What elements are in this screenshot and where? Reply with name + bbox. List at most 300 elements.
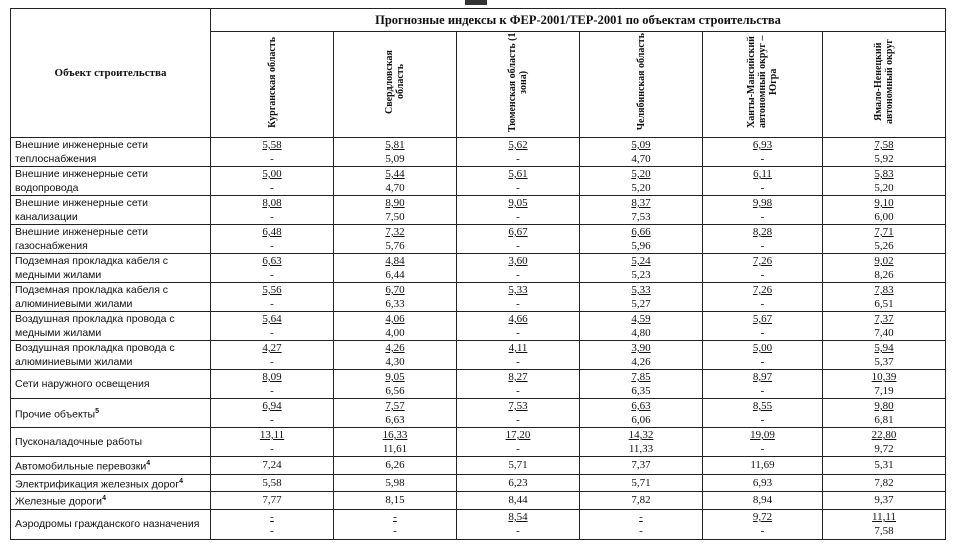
object-name-cell <box>11 225 211 254</box>
index-cell <box>823 399 946 428</box>
index-value-wrapper <box>334 225 456 239</box>
index-value-bottom: - <box>516 269 520 281</box>
index-value-bottom: 7,40 <box>874 327 894 339</box>
object-name: Аэродромы гражданского назначения <box>15 518 200 530</box>
index-value-bottom: - <box>270 443 274 455</box>
index-value-bottom: - <box>516 443 520 455</box>
index-cell <box>580 254 703 283</box>
index-value-bottom: 5,76 <box>385 240 405 252</box>
index-value-wrapper <box>823 399 945 413</box>
index-value-wrapper <box>211 225 333 239</box>
index-value-top: 3,60 <box>508 255 528 267</box>
footnote-marker: 4 <box>179 477 183 485</box>
index-value-top: 5,33 <box>631 284 651 296</box>
object-name: Подземная прокладка кабеля с медными жилами <box>15 255 169 281</box>
index-value-wrapper <box>703 167 822 181</box>
index-value-bottom: - <box>270 269 274 281</box>
index-cell <box>703 312 823 341</box>
index-cell <box>457 225 580 254</box>
index-value-wrapper <box>334 476 456 490</box>
index-value-wrapper <box>334 370 456 384</box>
object-name: Внешние инженерные сети водопровода <box>15 168 149 194</box>
index-value-wrapper <box>823 341 945 355</box>
index-value-top: 5,20 <box>631 168 651 180</box>
index-value-top: 7,83 <box>874 284 894 296</box>
index-cell <box>457 428 580 457</box>
index-cell <box>334 196 457 225</box>
index-cell <box>823 457 946 475</box>
index-value-wrapper <box>334 167 456 181</box>
index-value-wrapper <box>580 510 702 524</box>
index-cell <box>703 370 823 399</box>
index-cell <box>211 399 334 428</box>
index-value-top: 5,00 <box>262 168 282 180</box>
index-value-top: 9,98 <box>752 197 773 209</box>
index-cell <box>580 167 703 196</box>
index-cell <box>211 138 334 167</box>
region-label: Тюменская область (1 зона) <box>507 32 529 132</box>
index-cell <box>211 341 334 370</box>
index-cell <box>334 312 457 341</box>
object-name-cell <box>11 492 211 510</box>
index-value-top: 14,32 <box>628 429 654 441</box>
index-value-top: 7,71 <box>874 226 894 238</box>
index-value-bottom: - <box>270 240 274 252</box>
table-row <box>11 370 946 399</box>
index-value-bottom: 4,70 <box>631 153 651 165</box>
index-value-top: 16,33 <box>382 429 408 441</box>
index-value-wrapper <box>823 283 945 297</box>
index-value-wrapper <box>703 254 822 268</box>
index-value-top: - <box>270 511 274 523</box>
index-value-top: 8,90 <box>385 197 405 209</box>
index-value-wrapper <box>211 428 333 442</box>
index-value-wrapper <box>457 458 579 472</box>
index-value-wrapper <box>703 196 822 210</box>
index-cell <box>334 457 457 475</box>
index-value-bottom: - <box>270 211 274 223</box>
index-value-wrapper <box>457 476 579 490</box>
index-value-top: 8,09 <box>262 371 282 383</box>
index-cell <box>703 428 823 457</box>
index-value-top: 4,66 <box>508 313 528 325</box>
index-value-top: 3,90 <box>631 342 651 354</box>
index-value-wrapper <box>823 476 945 490</box>
table-row <box>11 492 946 510</box>
index-value-wrapper <box>211 167 333 181</box>
index-cell <box>211 370 334 399</box>
index-value-bottom: - <box>760 211 765 223</box>
index-value-bottom: 6,33 <box>385 298 405 310</box>
index-cell <box>703 509 823 539</box>
index-value-wrapper <box>703 476 822 490</box>
index-cell <box>703 254 823 283</box>
index-value-wrapper <box>823 312 945 326</box>
footnote-marker: 5 <box>95 407 99 415</box>
index-value-bottom: - <box>760 525 765 537</box>
object-name-cell <box>11 370 211 399</box>
index-value-wrapper <box>580 370 702 384</box>
index-value-bottom: - <box>760 356 765 368</box>
index-cell <box>580 370 703 399</box>
index-value-wrapper <box>334 493 456 507</box>
index-value-wrapper <box>823 428 945 442</box>
index-value-bottom: - <box>760 443 765 455</box>
index-value-top: 9,72 <box>752 511 773 523</box>
index-value: 7,37 <box>631 459 651 472</box>
index-cell <box>703 492 823 510</box>
object-name: Автомобильные перевозки <box>15 460 147 473</box>
table-row <box>11 457 946 475</box>
index-value-top: 7,57 <box>385 400 405 412</box>
index-value-wrapper <box>823 510 945 524</box>
index-cell <box>457 254 580 283</box>
object-name-cell <box>11 196 211 225</box>
index-cell <box>703 225 823 254</box>
table-row <box>11 254 946 283</box>
table-row <box>11 167 946 196</box>
index-value-top: 8,08 <box>262 197 282 209</box>
region-label: Курганская область <box>266 36 278 128</box>
index-value-wrapper <box>211 476 333 490</box>
index-cell <box>457 312 580 341</box>
index-cell <box>580 283 703 312</box>
index-value: 8,94 <box>752 494 773 507</box>
object-name: Воздушная прокладка провода с медными жилами <box>15 313 175 339</box>
table-title: Прогнозные индексы к ФЕР-2001/ТЕР-2001 по объектам строительства <box>211 9 946 32</box>
index-value-bottom: 6,06 <box>631 414 651 426</box>
index-value-top: 7,26 <box>752 284 773 296</box>
index-cell <box>823 138 946 167</box>
index-value-wrapper <box>703 138 822 152</box>
index-cell <box>211 167 334 196</box>
index-cell <box>457 196 580 225</box>
index-value-bottom: - <box>760 327 765 339</box>
index-value-wrapper <box>211 399 333 413</box>
index-value-wrapper <box>823 225 945 239</box>
index-cell <box>580 225 703 254</box>
object-name-cell <box>11 341 211 370</box>
index-value-wrapper <box>457 196 579 210</box>
index-value-top: 7,85 <box>631 371 651 383</box>
index-value-wrapper <box>703 493 822 507</box>
index-value: 8,15 <box>385 494 405 507</box>
index-value-top: 5,62 <box>508 139 528 151</box>
index-value: 5,71 <box>508 459 528 472</box>
index-value-bottom: - <box>270 414 274 426</box>
index-value-bottom: - <box>270 356 274 368</box>
index-value-wrapper <box>703 312 822 326</box>
index-value-top: 13,11 <box>259 429 285 441</box>
index-value-bottom: - <box>516 182 520 194</box>
index-value-bottom: - <box>760 269 765 281</box>
index-value-bottom: - <box>516 327 520 339</box>
index-value-wrapper <box>580 138 702 152</box>
index-value-bottom: - <box>760 240 765 252</box>
index-value-wrapper <box>703 428 822 442</box>
index-cell <box>457 370 580 399</box>
index-cell <box>823 474 946 492</box>
index-value-top: 5,44 <box>385 168 405 180</box>
index-value-top: 7,53 <box>508 400 528 412</box>
index-value-top: 6,11 <box>753 168 772 180</box>
index-value-wrapper <box>334 196 456 210</box>
index-value-wrapper <box>457 138 579 152</box>
index-value-top: 5,33 <box>508 284 528 296</box>
index-cell <box>334 492 457 510</box>
index-cell <box>457 283 580 312</box>
page-top-mark <box>465 0 487 5</box>
index-cell <box>703 138 823 167</box>
index-value-top: 9,05 <box>508 197 528 209</box>
object-name-cell <box>11 167 211 196</box>
index-value-wrapper <box>457 493 579 507</box>
index-cell <box>334 283 457 312</box>
index-cell <box>211 225 334 254</box>
index-value-bottom: - <box>760 385 765 397</box>
index-value-bottom: 5,20 <box>631 182 651 194</box>
index-cell <box>823 167 946 196</box>
index-value-top: 9,80 <box>874 400 894 412</box>
index-value-bottom: - <box>270 525 274 537</box>
index-value-bottom: 11,61 <box>382 443 408 455</box>
index-value-wrapper <box>211 312 333 326</box>
index-value-wrapper <box>703 283 822 297</box>
index-cell <box>703 196 823 225</box>
index-value-bottom: 11,33 <box>628 443 654 455</box>
index-value-top: 19,09 <box>750 429 775 441</box>
index-value-top: 5,64 <box>262 313 282 325</box>
index-cell <box>334 341 457 370</box>
index-value-top: 4,84 <box>385 255 405 267</box>
index-value-bottom: - <box>270 385 274 397</box>
index-value-top: 5,58 <box>262 139 282 151</box>
index-value: 7,77 <box>262 494 282 507</box>
index-value-top: 5,24 <box>631 255 651 267</box>
index-value-bottom: 5,23 <box>631 269 651 281</box>
index-cell <box>580 138 703 167</box>
index-value-bottom: 7,53 <box>631 211 651 223</box>
index-value-wrapper <box>703 510 822 524</box>
index-cell <box>580 492 703 510</box>
index-value-top: 5,61 <box>508 168 528 180</box>
index-value-top: 4,26 <box>385 342 405 354</box>
index-cell <box>580 399 703 428</box>
table-row <box>11 196 946 225</box>
index-value-bottom: - <box>516 385 520 397</box>
index-value-wrapper <box>457 254 579 268</box>
table-row <box>11 138 946 167</box>
index-cell <box>334 428 457 457</box>
object-name: Пусконаладочные работы <box>15 436 143 448</box>
index-value-wrapper <box>334 283 456 297</box>
object-name-cell <box>11 283 211 312</box>
index-value-wrapper <box>457 428 579 442</box>
region-label: Ямало-Ненецкий автономный округ <box>873 39 896 125</box>
index-value-bottom: - <box>516 298 520 310</box>
index-value-bottom: 7,58 <box>874 525 894 537</box>
index-value-wrapper <box>823 254 945 268</box>
index-value-top: 8,28 <box>752 226 773 238</box>
index-value-wrapper <box>457 312 579 326</box>
index-cell <box>457 492 580 510</box>
index-cell <box>580 474 703 492</box>
index-value-wrapper <box>823 196 945 210</box>
index-value-wrapper <box>580 428 702 442</box>
index-value: 9,37 <box>874 494 894 507</box>
index-value-top: 6,67 <box>508 226 528 238</box>
index-cell <box>457 138 580 167</box>
index-cell <box>580 196 703 225</box>
index-cell <box>334 370 457 399</box>
index-value-top: 7,58 <box>874 139 894 151</box>
index-value-wrapper <box>580 399 702 413</box>
index-cell <box>457 399 580 428</box>
index-value-wrapper <box>334 254 456 268</box>
index-value-bottom: - <box>516 414 520 426</box>
index-value-wrapper <box>334 428 456 442</box>
index-value-top: 8,97 <box>752 371 773 383</box>
index-value-bottom: 7,19 <box>874 385 894 397</box>
index-cell <box>334 167 457 196</box>
index-value-wrapper <box>580 283 702 297</box>
index-value-bottom: 6,00 <box>874 211 894 223</box>
index-value-wrapper <box>823 138 945 152</box>
index-cell <box>580 312 703 341</box>
index-value-top: 7,26 <box>752 255 773 267</box>
index-cell <box>457 457 580 475</box>
index-value-bottom: 6,56 <box>385 385 405 397</box>
table-row <box>11 399 946 428</box>
index-value: 7,82 <box>631 494 651 507</box>
index-cell <box>580 509 703 539</box>
index-value-wrapper <box>703 458 822 472</box>
index-value-top: - <box>393 511 397 523</box>
object-name-cell <box>11 509 211 539</box>
index-value-wrapper <box>334 341 456 355</box>
index-value-wrapper <box>457 370 579 384</box>
index-value-top: 8,55 <box>752 400 773 412</box>
index-value-top: 9,10 <box>874 197 894 209</box>
index-value-bottom: - <box>270 182 274 194</box>
index-value-top: 10,39 <box>871 371 897 383</box>
index-cell <box>457 341 580 370</box>
region-label: Свердловская область <box>384 50 406 114</box>
index-cell <box>823 509 946 539</box>
object-name-cell <box>11 457 211 475</box>
index-value-wrapper <box>211 196 333 210</box>
index-value-top: - <box>639 511 643 523</box>
index-value-top: 8,27 <box>508 371 528 383</box>
index-value-bottom: - <box>760 298 765 310</box>
footnote-marker: 4 <box>146 460 151 467</box>
index-value-top: 5,00 <box>752 342 773 354</box>
index-value-wrapper <box>580 225 702 239</box>
region-label: Челябинская область <box>635 33 647 131</box>
index-value-bottom: 5,37 <box>874 356 894 368</box>
index-cell <box>823 225 946 254</box>
index-value-bottom: 6,81 <box>874 414 894 426</box>
index-value-top: 6,63 <box>262 255 282 267</box>
index-value-wrapper <box>580 458 702 472</box>
index-value-bottom: 6,35 <box>631 385 651 397</box>
index-value-bottom: 4,30 <box>385 356 405 368</box>
index-value-wrapper <box>580 476 702 490</box>
index-value-wrapper <box>211 283 333 297</box>
index-cell <box>457 167 580 196</box>
index-value-bottom: - <box>516 525 520 537</box>
index-value-top: 22,80 <box>871 429 897 441</box>
index-value-top: 9,02 <box>874 255 894 267</box>
index-value: 8,44 <box>508 494 528 507</box>
index-value-top: 6,63 <box>631 400 651 412</box>
object-column-header: Объект строительства <box>11 9 211 138</box>
index-cell <box>823 283 946 312</box>
index-value-top: 5,94 <box>874 342 894 354</box>
object-name: Внешние инженерные сети канализации <box>15 197 149 223</box>
region-header <box>580 32 703 138</box>
index-value-bottom: - <box>516 240 520 252</box>
index-cell <box>823 254 946 283</box>
index-value-top: 5,81 <box>385 139 405 151</box>
object-name: Прочие объекты <box>15 408 96 421</box>
index-cell <box>211 492 334 510</box>
index-cell <box>823 196 946 225</box>
index-value-wrapper <box>457 283 579 297</box>
index-value-wrapper <box>334 399 456 413</box>
index-value-top: 4,59 <box>631 313 651 325</box>
index-value-wrapper <box>580 312 702 326</box>
index-value-wrapper <box>703 370 822 384</box>
index-value-bottom: 4,70 <box>385 182 405 194</box>
index-value-wrapper <box>457 399 579 413</box>
object-name: Внешние инженерные сети теплоснабжения <box>15 139 149 165</box>
index-value-wrapper <box>211 370 333 384</box>
index-value-top: 6,93 <box>752 139 773 151</box>
index-value-bottom: - <box>270 153 274 165</box>
index-value-wrapper <box>580 493 702 507</box>
index-value-wrapper <box>703 225 822 239</box>
region-header <box>703 32 823 138</box>
index-value-bottom: - <box>393 525 397 537</box>
object-name: Сети наружного освещения <box>15 378 150 390</box>
index-value: 7,24 <box>262 459 282 472</box>
index-value-wrapper <box>580 254 702 268</box>
index-value-bottom: - <box>516 153 520 165</box>
index-cell <box>334 138 457 167</box>
index-cell <box>211 196 334 225</box>
index-value: 5,58 <box>262 476 282 489</box>
object-name: Воздушная прокладка провода с алюминиевыми жилами <box>15 342 175 368</box>
table-row <box>11 428 946 457</box>
index-value-top: 6,66 <box>631 226 651 238</box>
index-cell <box>211 509 334 539</box>
index-value-top: 6,70 <box>385 284 405 296</box>
index-value-bottom: - <box>760 182 765 194</box>
table-body <box>11 138 946 540</box>
index-value-bottom: 8,26 <box>874 269 894 281</box>
index-value-bottom: 6,44 <box>385 269 405 281</box>
table-row <box>11 509 946 539</box>
table-row <box>11 312 946 341</box>
index-value-wrapper <box>211 138 333 152</box>
index-cell <box>334 254 457 283</box>
index-value-bottom: 9,72 <box>874 443 894 455</box>
index-value-top: 4,06 <box>385 313 405 325</box>
index-cell <box>334 225 457 254</box>
index-value-bottom: - <box>516 356 520 368</box>
index-value-top: 7,37 <box>874 313 894 325</box>
